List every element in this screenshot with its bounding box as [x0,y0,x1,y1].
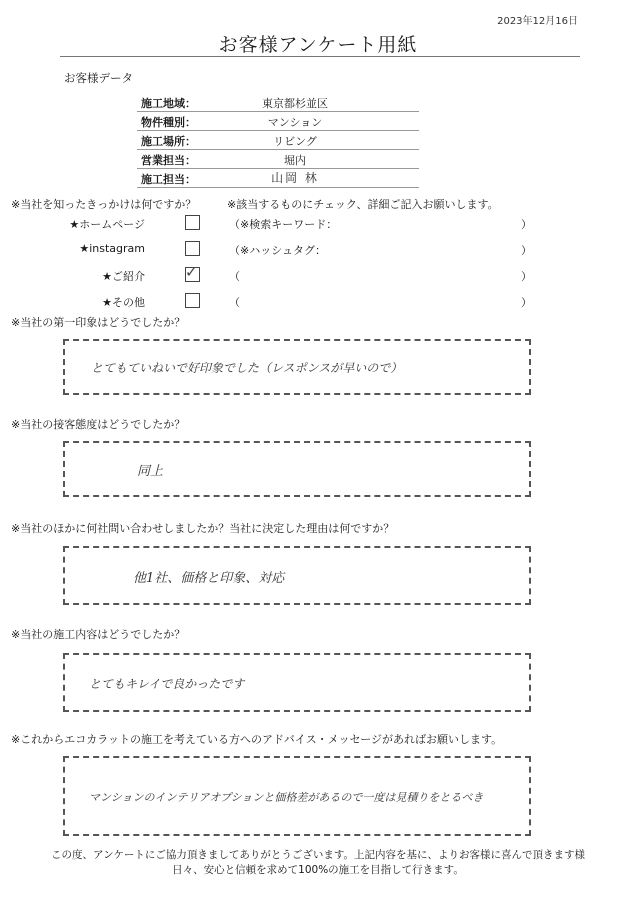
q5-answer-box[interactable] [63,653,531,712]
customer-row-property-type [137,111,419,131]
source-option-label: ★その他 [102,296,145,309]
title-divider [60,56,580,57]
source-option-close: ） [521,218,532,231]
source-option-detail: （※検索キーワード： [229,218,338,231]
source-option-instagram [0,240,636,258]
source-option-label: ★ご紹介 [102,270,145,283]
source-option-label: ★ホームページ [69,218,145,231]
source-option-detail: （※ハッシュタグ： [229,244,326,257]
q3-answer-box[interactable] [63,441,531,497]
q3-question: ※当社の接客態度はどうでしたか？ [11,418,186,431]
source-option-homepage [0,214,636,232]
source-option-close: ） [521,244,532,257]
customer-label: 物件種別： [141,116,196,129]
source-option-detail: （ [229,296,240,309]
survey-date: 2023年12月16日 [497,16,578,27]
q4-answer: 他1社、価格と印象、対応 [133,571,285,586]
q5-answer: とてもキレイで良かったです [89,677,245,691]
q3-answer: 同上 [137,464,164,479]
customer-value: 東京都杉並区 [262,97,328,110]
source-option-close: ） [521,270,532,283]
other-checkbox[interactable] [185,293,200,308]
q1-note: ※該当するものにチェック、詳細ご記入お願いします。 [227,198,499,211]
q1-question: ※当社を知ったきっかけは何ですか？ [11,198,197,211]
footer-line-2: 日々、安心と信頼を求めて100%の施工を目指して行きます。 [172,864,464,876]
source-option-detail: （ [229,270,240,283]
customer-label: 施工地域： [141,97,196,110]
check-mark-icon: ✓ [185,263,198,281]
source-option-label: ★instagram [79,242,145,255]
customer-row-installer [137,168,419,188]
q5-question: ※当社の施工内容はどうでしたか？ [11,628,186,641]
source-option-other [0,292,636,310]
q4-question: ※当社のほかに何社問い合わせしましたか？当社に決定した理由は何ですか？ [11,522,395,535]
q2-answer: とてもていねいで好印象でした（レスポンスが早いので） [91,361,403,375]
customer-row-location [137,130,419,150]
source-option-close: ） [521,296,532,309]
customer-value: マンション [267,116,323,129]
customer-row-area [137,92,419,112]
customer-label: 営業担当： [141,154,196,167]
q2-question: ※当社の第一印象はどうでしたか？ [11,316,186,329]
customer-value-handwritten: 山岡 林 [271,171,319,185]
page-title: お客様アンケート用紙 [218,34,418,56]
q2-answer-box[interactable] [63,339,531,395]
customer-section-label: お客様データ [64,71,133,85]
customer-value: 堀内 [284,154,306,167]
q6-question: ※これからエコカラットの施工を考えている方へのアドバイス・メッセージがあればお願いします。 [11,733,503,746]
customer-row-sales-rep [137,149,419,169]
instagram-checkbox[interactable] [185,241,200,256]
q6-answer: マンションのインテリアオプションと価格差があるので一度は見積りをとるべき [89,791,484,804]
referral-checkbox[interactable] [185,263,200,282]
source-option-referral [0,263,636,284]
customer-label: 施工担当： [141,173,196,186]
customer-value: リビング [273,135,317,148]
customer-label: 施工場所： [141,135,196,148]
q4-answer-box[interactable] [63,546,531,605]
q6-answer-box[interactable] [63,756,531,836]
footer-line-1: この度、アンケートにご協力頂きましてありがとうございます。上記内容を基に、よりお客様に喜んで頂きます様 [50,849,586,861]
homepage-checkbox[interactable] [185,215,200,230]
